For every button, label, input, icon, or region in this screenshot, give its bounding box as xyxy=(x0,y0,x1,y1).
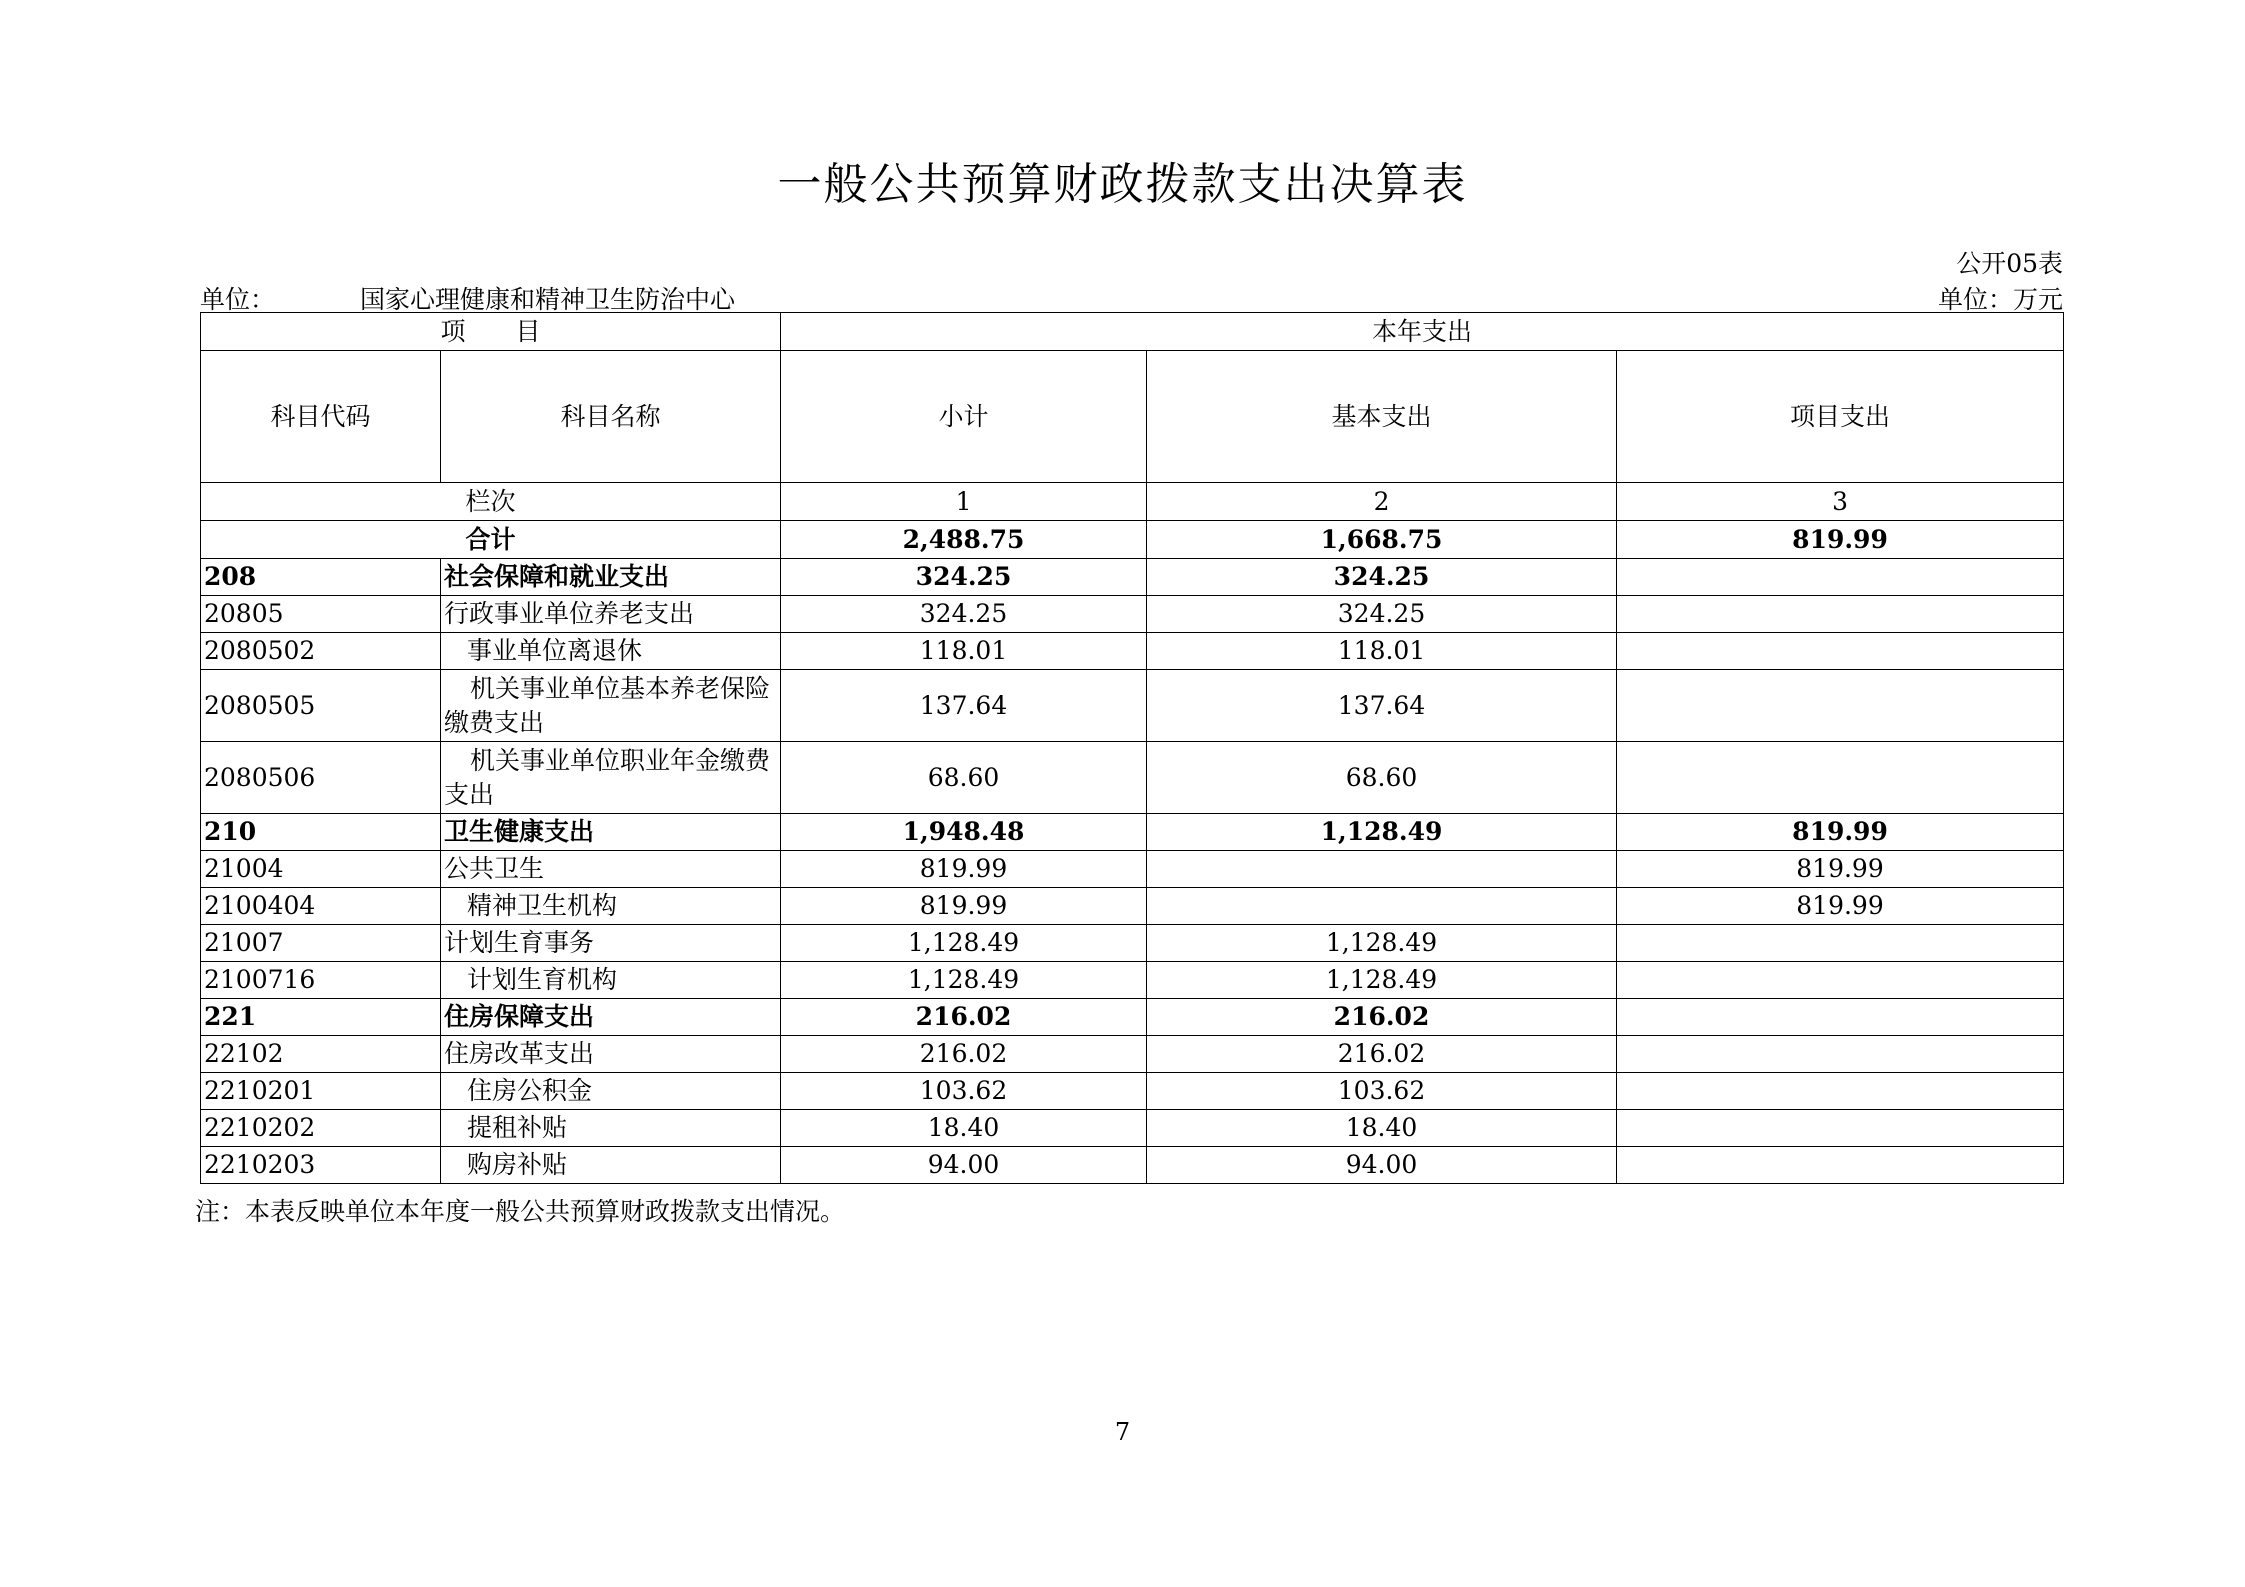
basic-value: 1,128.49 xyxy=(1147,925,1617,962)
total-basic: 1,668.75 xyxy=(1147,521,1617,559)
table-row xyxy=(201,888,2064,925)
subtotal-value: 137.64 xyxy=(781,670,1147,742)
subtotal-value: 18.40 xyxy=(781,1110,1147,1147)
table-row xyxy=(201,559,2064,596)
project-value xyxy=(1617,742,2064,814)
table-row xyxy=(201,925,2064,962)
subject-code: 2210202 xyxy=(201,1110,441,1147)
basic-value: 94.00 xyxy=(1147,1147,1617,1184)
table-row xyxy=(201,1073,2064,1110)
subject-code: 208 xyxy=(201,559,441,596)
basic-value: 137.64 xyxy=(1147,670,1617,742)
table-row xyxy=(201,596,2064,633)
subject-code: 21004 xyxy=(201,851,441,888)
table-note: 注：本表反映单位本年度一般公共预算财政拨款支出情况。 xyxy=(195,1197,846,1226)
project-value: 819.99 xyxy=(1617,851,2064,888)
table-row xyxy=(201,633,2064,670)
header-code: 科目代码 xyxy=(201,351,441,483)
table-row xyxy=(201,1036,2064,1073)
header-basic: 基本支出 xyxy=(1147,351,1617,483)
header-row-main xyxy=(201,351,2064,483)
basic-value: 216.02 xyxy=(1147,1036,1617,1073)
basic-value: 68.60 xyxy=(1147,742,1617,814)
table-row xyxy=(201,999,2064,1036)
subtotal-value: 68.60 xyxy=(781,742,1147,814)
column-number: 2 xyxy=(1147,483,1617,521)
subtotal-value: 819.99 xyxy=(781,888,1147,925)
subtotal-value: 216.02 xyxy=(781,1036,1147,1073)
subject-name: 卫生健康支出 xyxy=(441,814,781,851)
page-title: 一般公共预算财政拨款支出决算表 xyxy=(777,159,1468,210)
subject-name: 计划生育机构 xyxy=(441,962,781,999)
basic-value xyxy=(1147,851,1617,888)
project-value: 819.99 xyxy=(1617,814,2064,851)
subject-code: 2100716 xyxy=(201,962,441,999)
project-value xyxy=(1617,596,2064,633)
subtotal-value: 324.25 xyxy=(781,559,1147,596)
subject-code: 22102 xyxy=(201,1036,441,1073)
subtotal-value: 118.01 xyxy=(781,633,1147,670)
basic-value: 1,128.49 xyxy=(1147,962,1617,999)
project-value xyxy=(1617,1110,2064,1147)
header-current-year: 本年支出 xyxy=(781,313,2064,351)
column-order-row xyxy=(201,483,2064,521)
subject-code: 21007 xyxy=(201,925,441,962)
table-row xyxy=(201,742,2064,814)
project-value xyxy=(1617,1036,2064,1073)
unit-row xyxy=(200,280,2063,314)
subject-name: 机关事业单位职业年金缴费支出 xyxy=(441,742,781,814)
project-value xyxy=(1617,1073,2064,1110)
subject-code: 221 xyxy=(201,999,441,1036)
project-value xyxy=(1617,559,2064,596)
subject-code: 2210201 xyxy=(201,1073,441,1110)
header-row-top xyxy=(201,313,2064,351)
basic-value: 103.62 xyxy=(1147,1073,1617,1110)
table-row xyxy=(201,851,2064,888)
subject-name: 住房保障支出 xyxy=(441,999,781,1036)
table-row xyxy=(201,962,2064,999)
header-project-expense: 项目支出 xyxy=(1617,351,2064,483)
basic-value xyxy=(1147,888,1617,925)
project-value xyxy=(1617,962,2064,999)
subject-code: 2080502 xyxy=(201,633,441,670)
subtotal-value: 103.62 xyxy=(781,1073,1147,1110)
subject-name: 行政事业单位养老支出 xyxy=(441,596,781,633)
subtotal-value: 94.00 xyxy=(781,1147,1147,1184)
money-unit: 单位：万元 xyxy=(1937,285,2063,314)
project-value xyxy=(1617,999,2064,1036)
project-value xyxy=(1617,670,2064,742)
basic-value: 1,128.49 xyxy=(1147,814,1617,851)
header-project: 项 目 xyxy=(201,313,781,351)
project-value: 819.99 xyxy=(1617,888,2064,925)
column-number: 1 xyxy=(781,483,1147,521)
total-project: 819.99 xyxy=(1617,521,2064,559)
subtotal-value: 216.02 xyxy=(781,999,1147,1036)
header-name: 科目名称 xyxy=(441,351,781,483)
subject-code: 2080505 xyxy=(201,670,441,742)
table-row xyxy=(201,814,2064,851)
column-number: 3 xyxy=(1617,483,2064,521)
basic-value: 118.01 xyxy=(1147,633,1617,670)
subtotal-value: 1,128.49 xyxy=(781,962,1147,999)
table-row xyxy=(201,1147,2064,1184)
basic-value: 18.40 xyxy=(1147,1110,1617,1147)
subtotal-value: 1,128.49 xyxy=(781,925,1147,962)
subject-code: 2210203 xyxy=(201,1147,441,1184)
subtotal-value: 324.25 xyxy=(781,596,1147,633)
table-row xyxy=(201,670,2064,742)
project-value xyxy=(1617,1147,2064,1184)
total-row xyxy=(201,521,2064,559)
basic-value: 324.25 xyxy=(1147,559,1617,596)
project-value xyxy=(1617,925,2064,962)
subject-name: 购房补贴 xyxy=(441,1147,781,1184)
expenditure-table xyxy=(200,312,2064,1184)
subject-code: 20805 xyxy=(201,596,441,633)
subject-name: 精神卫生机构 xyxy=(441,888,781,925)
basic-value: 216.02 xyxy=(1147,999,1617,1036)
page-number: 7 xyxy=(1114,1418,1131,1446)
subtotal-value: 1,948.48 xyxy=(781,814,1147,851)
form-number: 公开05表 xyxy=(1956,249,2063,278)
project-value xyxy=(1617,633,2064,670)
subject-name: 住房改革支出 xyxy=(441,1036,781,1073)
total-label: 合计 xyxy=(201,521,781,559)
column-order-label: 栏次 xyxy=(201,483,781,521)
subject-name: 住房公积金 xyxy=(441,1073,781,1110)
subject-name: 社会保障和就业支出 xyxy=(441,559,781,596)
subject-name: 公共卫生 xyxy=(441,851,781,888)
header-subtotal: 小计 xyxy=(781,351,1147,483)
subject-name: 机关事业单位基本养老保险缴费支出 xyxy=(441,670,781,742)
subject-code: 210 xyxy=(201,814,441,851)
unit-label: 单位： xyxy=(200,285,276,314)
subject-code: 2080506 xyxy=(201,742,441,814)
subject-name: 事业单位离退休 xyxy=(441,633,781,670)
subject-name: 提租补贴 xyxy=(441,1110,781,1147)
subtotal-value: 819.99 xyxy=(781,851,1147,888)
table-row xyxy=(201,1110,2064,1147)
basic-value: 324.25 xyxy=(1147,596,1617,633)
subject-name: 计划生育事务 xyxy=(441,925,781,962)
unit-name: 国家心理健康和精神卫生防治中心 xyxy=(360,285,736,314)
subject-code: 2100404 xyxy=(201,888,441,925)
total-subtotal: 2,488.75 xyxy=(781,521,1147,559)
